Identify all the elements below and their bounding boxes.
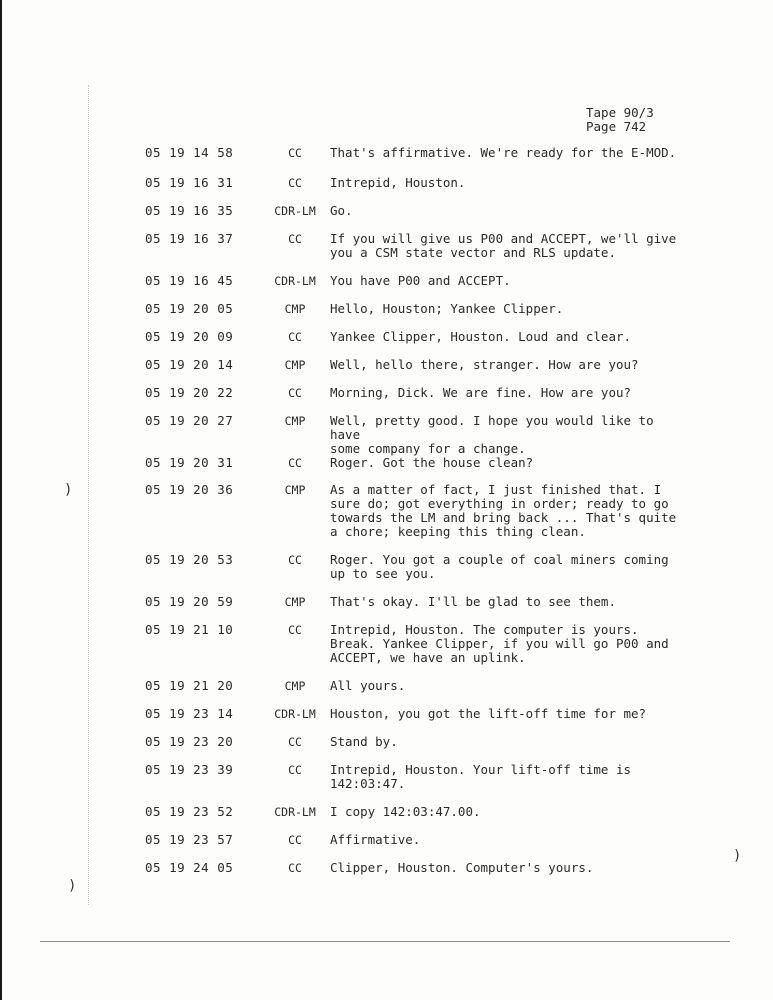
entry-time: 05 19 20 36: [145, 482, 234, 497]
entry-time: 05 19 20 09: [145, 329, 234, 344]
entry-speaker: CC: [288, 146, 302, 160]
entry-time: 05 19 20 27: [145, 413, 234, 428]
entry-speaker: CC: [288, 623, 302, 637]
entry-text: Houston, you got the lift-off time for me?: [330, 706, 647, 721]
entry-time: 05 19 23 14: [145, 706, 234, 721]
tape-label: Tape 90/3: [586, 105, 654, 120]
entry-text: That's affirmative. We're ready for the E-MOD.: [330, 145, 677, 160]
entry-text: Well, hello there, stranger. How are you?: [330, 357, 639, 372]
entry-text: Intrepid, Houston. The computer is yours. Break. Yankee Clipper, if you will go P00 and ACCEPT, we have an uplink.: [330, 622, 669, 665]
entry-time: 05 19 20 22: [145, 385, 234, 400]
entry-time: 05 19 23 57: [145, 832, 234, 847]
entry-time: 05 19 21 10: [145, 622, 234, 637]
page-label: Page 742: [586, 119, 647, 134]
entry-text: I copy 142:03:47.00.: [330, 804, 481, 819]
entry-text: As a matter of fact, I just finished that. I sure do; got everything in order; ready to go towards the LM and bring back ... That's quite a chore; keeping this thing clean.: [330, 482, 677, 539]
entry-speaker: CC: [288, 833, 302, 847]
entry-time: 05 19 21 20: [145, 678, 234, 693]
entry-time: 05 19 20 05: [145, 301, 234, 316]
entry-time: 05 19 14 58: [145, 145, 234, 160]
entry-speaker: CC: [288, 735, 302, 749]
page-edge: [0, 0, 2, 1000]
entry-speaker: CDR-LM: [274, 707, 316, 721]
entry-time: 05 19 20 59: [145, 594, 234, 609]
entry-speaker: CMP: [284, 302, 306, 316]
entry-text: If you will give us P00 and ACCEPT, we'll give you a CSM state vector and RLS update.: [330, 231, 677, 260]
entry-speaker: CC: [288, 763, 302, 777]
entry-text: Intrepid, Houston.: [330, 175, 466, 190]
entry-speaker: CC: [288, 553, 302, 567]
margin-mark: ): [64, 482, 73, 498]
entry-speaker: CC: [288, 330, 302, 344]
entry-speaker: CMP: [284, 595, 306, 609]
entry-text: Morning, Dick. We are fine. How are you?: [330, 385, 632, 400]
entry-text: Stand by.: [330, 734, 398, 749]
entry-time: 05 19 23 20: [145, 734, 234, 749]
entry-text: All yours.: [330, 678, 406, 693]
margin-mark: ): [733, 848, 742, 864]
entry-time: 05 19 16 37: [145, 231, 234, 246]
footer-rule: [40, 941, 730, 942]
margin-mark: ): [68, 878, 77, 894]
entry-speaker: CC: [288, 456, 302, 470]
entry-time: 05 19 23 52: [145, 804, 234, 819]
entry-speaker: CC: [288, 176, 302, 190]
entry-speaker: CC: [288, 386, 302, 400]
entry-text: Yankee Clipper, Houston. Loud and clear.: [330, 329, 632, 344]
entry-time: 05 19 24 05: [145, 860, 234, 875]
entry-text: Go.: [330, 203, 353, 218]
entry-speaker: CC: [288, 232, 302, 246]
entry-speaker: CMP: [284, 414, 306, 428]
entry-text: Hello, Houston; Yankee Clipper.: [330, 301, 564, 316]
margin-dots: [88, 85, 90, 905]
entry-text: Well, pretty good. I hope you would like to have some company for a change.: [330, 413, 654, 456]
entry-speaker: CDR-LM: [274, 274, 316, 288]
entry-text: Roger. You got a couple of coal miners coming up to see you.: [330, 552, 669, 581]
entry-text: Affirmative.: [330, 832, 421, 847]
entry-text: Roger. Got the house clean?: [330, 455, 534, 470]
entry-speaker: CMP: [284, 358, 306, 372]
entry-text: That's okay. I'll be glad to see them.: [330, 594, 616, 609]
entry-speaker: CMP: [284, 679, 306, 693]
entry-time: 05 19 20 14: [145, 357, 234, 372]
entry-speaker: CMP: [284, 483, 306, 497]
entry-time: 05 19 16 45: [145, 273, 234, 288]
entry-time: 05 19 20 53: [145, 552, 234, 567]
entry-speaker: CDR-LM: [274, 805, 316, 819]
entry-text: Intrepid, Houston. Your lift-off time is 142:03:47.: [330, 762, 632, 791]
entry-text: You have P00 and ACCEPT.: [330, 273, 511, 288]
page-header: [586, 106, 654, 134]
entry-time: 05 19 20 31: [145, 455, 234, 470]
entry-speaker: CC: [288, 861, 302, 875]
entry-speaker: CDR-LM: [274, 204, 316, 218]
entry-text: Clipper, Houston. Computer's yours.: [330, 860, 594, 875]
entry-time: 05 19 23 39: [145, 762, 234, 777]
entry-time: 05 19 16 31: [145, 175, 234, 190]
entry-time: 05 19 16 35: [145, 203, 234, 218]
